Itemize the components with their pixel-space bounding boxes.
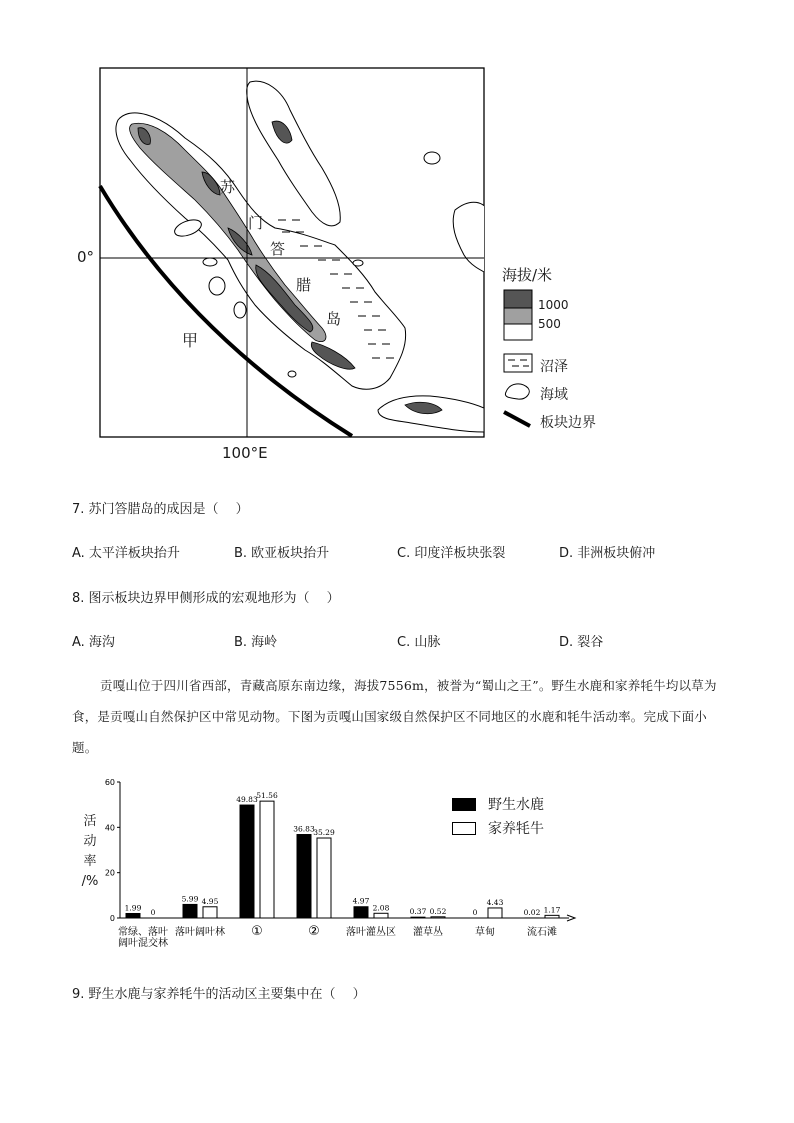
chart-y-tick-label: 0 (109, 914, 115, 923)
chart-bar (203, 907, 217, 918)
q8-option-a[interactable]: A. 海沟 (72, 635, 115, 650)
chart-category-label: ② (308, 924, 320, 939)
chart-legend (452, 792, 544, 840)
chart-data-label: 4.43 (486, 897, 504, 907)
legend-boundary-label: 板块边界 (540, 415, 596, 431)
legend-swatch-1000 (504, 290, 532, 308)
q7-stem: 7. 苏门答腊岛的成因是（ ） (72, 502, 249, 517)
legend-swatch-500 (504, 324, 532, 340)
legend-boundary-icon (504, 412, 530, 426)
chart-ylabel-char: /% (81, 874, 99, 889)
chart-bar (374, 913, 388, 918)
chart-data-label: 5.99 (181, 894, 199, 904)
q8-stem: 8. 图示板块边界甲侧形成的宏观地形为（ ） (72, 591, 340, 606)
chart-bar (354, 907, 368, 918)
island-char-5: 岛 (326, 310, 342, 328)
map-lon-label: 100°E (222, 444, 268, 462)
map-lat-label: 0° (77, 248, 95, 266)
legend-entry-deer (452, 792, 544, 816)
chart-data-label: 2.08 (372, 903, 390, 913)
legend-sea-icon (505, 384, 529, 399)
chart-data-label: 35.29 (313, 828, 335, 838)
chart-data-label: 4.97 (352, 896, 370, 906)
chart-bar (240, 805, 254, 918)
islet (234, 302, 246, 318)
chart-category-label: 落叶灌丛区 (346, 927, 396, 938)
chart-bar (488, 908, 502, 918)
legend-swatch-yak (452, 822, 476, 835)
chart-category-label: 阔叶混交林 (118, 938, 168, 949)
chart-ylabel-char: 活 (83, 814, 97, 829)
chart-category-label: 常绿、落叶 (118, 927, 168, 938)
legend-title: 海拔/米 (502, 266, 553, 284)
q7-option-d[interactable]: D. 非洲板块俯冲 (559, 546, 656, 561)
map-jia-label: 甲 (182, 331, 199, 350)
chart-category-label: 灌草丛 (413, 927, 443, 938)
chart-bar (126, 913, 140, 918)
island-char-1: 苏 (220, 178, 236, 196)
chart-data-label: 0 (150, 908, 156, 917)
q8-option-d[interactable]: D. 裂谷 (559, 635, 604, 650)
chart-data-label: 49.83 (236, 795, 258, 805)
islet (353, 260, 363, 266)
legend-label-deer: 野生水鹿 (488, 797, 544, 813)
chart-y-tick-label: 60 (104, 778, 115, 787)
chart-data-label: 1.99 (124, 903, 142, 913)
islet (424, 152, 440, 164)
island-char-3: 答 (270, 240, 286, 258)
chart-bar (183, 904, 197, 918)
chart-bar (411, 917, 425, 918)
islet (209, 277, 225, 295)
q8-option-c[interactable]: C. 山脉 (397, 635, 441, 650)
legend-1000-label: 1000 (538, 298, 569, 312)
legend-swamp-label: 沼泽 (540, 359, 568, 375)
q8-option-b[interactable]: B. 海岭 (234, 635, 278, 650)
chart-y-tick-label: 40 (104, 823, 115, 833)
islet (203, 258, 217, 266)
chart-category-label: 流石滩 (527, 927, 557, 938)
chart-data-label: 4.95 (201, 896, 219, 906)
legend-swatch-swamp (504, 354, 532, 372)
legend-500-label: 500 (538, 317, 561, 331)
chart-ylabel-char: 率 (83, 854, 97, 869)
chart-data-label: 0.52 (429, 906, 447, 916)
legend-entry-yak (452, 816, 544, 840)
q7-option-c[interactable]: C. 印度洋板块张裂 (397, 546, 506, 561)
chart-data-label: 1.17 (543, 905, 561, 915)
q9-stem: 9. 野生水鹿与家养牦牛的活动区主要集中在（ ） (72, 987, 366, 1002)
chart-bar (545, 915, 559, 918)
chart-data-label: 0.37 (409, 907, 427, 917)
chart-category-label: 草甸 (475, 927, 495, 938)
legend-swatch-deer (452, 798, 476, 811)
q7-option-b[interactable]: B. 欧亚板块抬升 (234, 546, 330, 561)
q7-option-a[interactable]: A. 太平洋板块抬升 (72, 546, 180, 561)
chart-data-label: 0.02 (523, 907, 541, 917)
legend-sea-label: 海域 (540, 387, 568, 403)
chart-ylabel (78, 812, 102, 892)
chart-data-label: 0 (472, 908, 478, 917)
chart-ylabel-char: 动 (83, 834, 97, 849)
chart-bar (317, 838, 331, 918)
island-char-4: 腊 (296, 276, 312, 294)
chart-bar (431, 917, 445, 918)
islet (288, 371, 296, 377)
chart-category-label: ① (251, 924, 263, 939)
chart-bar (297, 835, 311, 918)
island-char-2: 门 (248, 214, 264, 232)
legend-swatch-700 (504, 308, 532, 324)
reading-passage: 贡嘎山位于四川省西部，青藏高原东南边缘，海拔7556m，被誉为“蜀山之王”。野生水鹿和家养牦牛均以草为食，是贡嘎山自然保护区中常见动物。下图为贡嘎山国家级自然保护区不同地区的水鹿和牦牛活动率。完成下面小题。 (72, 678, 717, 755)
chart-bar (260, 801, 274, 918)
legend-label-yak: 家养牦牛 (488, 821, 544, 837)
chart-data-label: 51.56 (256, 791, 278, 801)
chart-category-label: 落叶阔叶林 (175, 927, 225, 938)
chart-y-tick-label: 20 (104, 868, 115, 878)
chart-data-label: 36.83 (293, 824, 315, 834)
